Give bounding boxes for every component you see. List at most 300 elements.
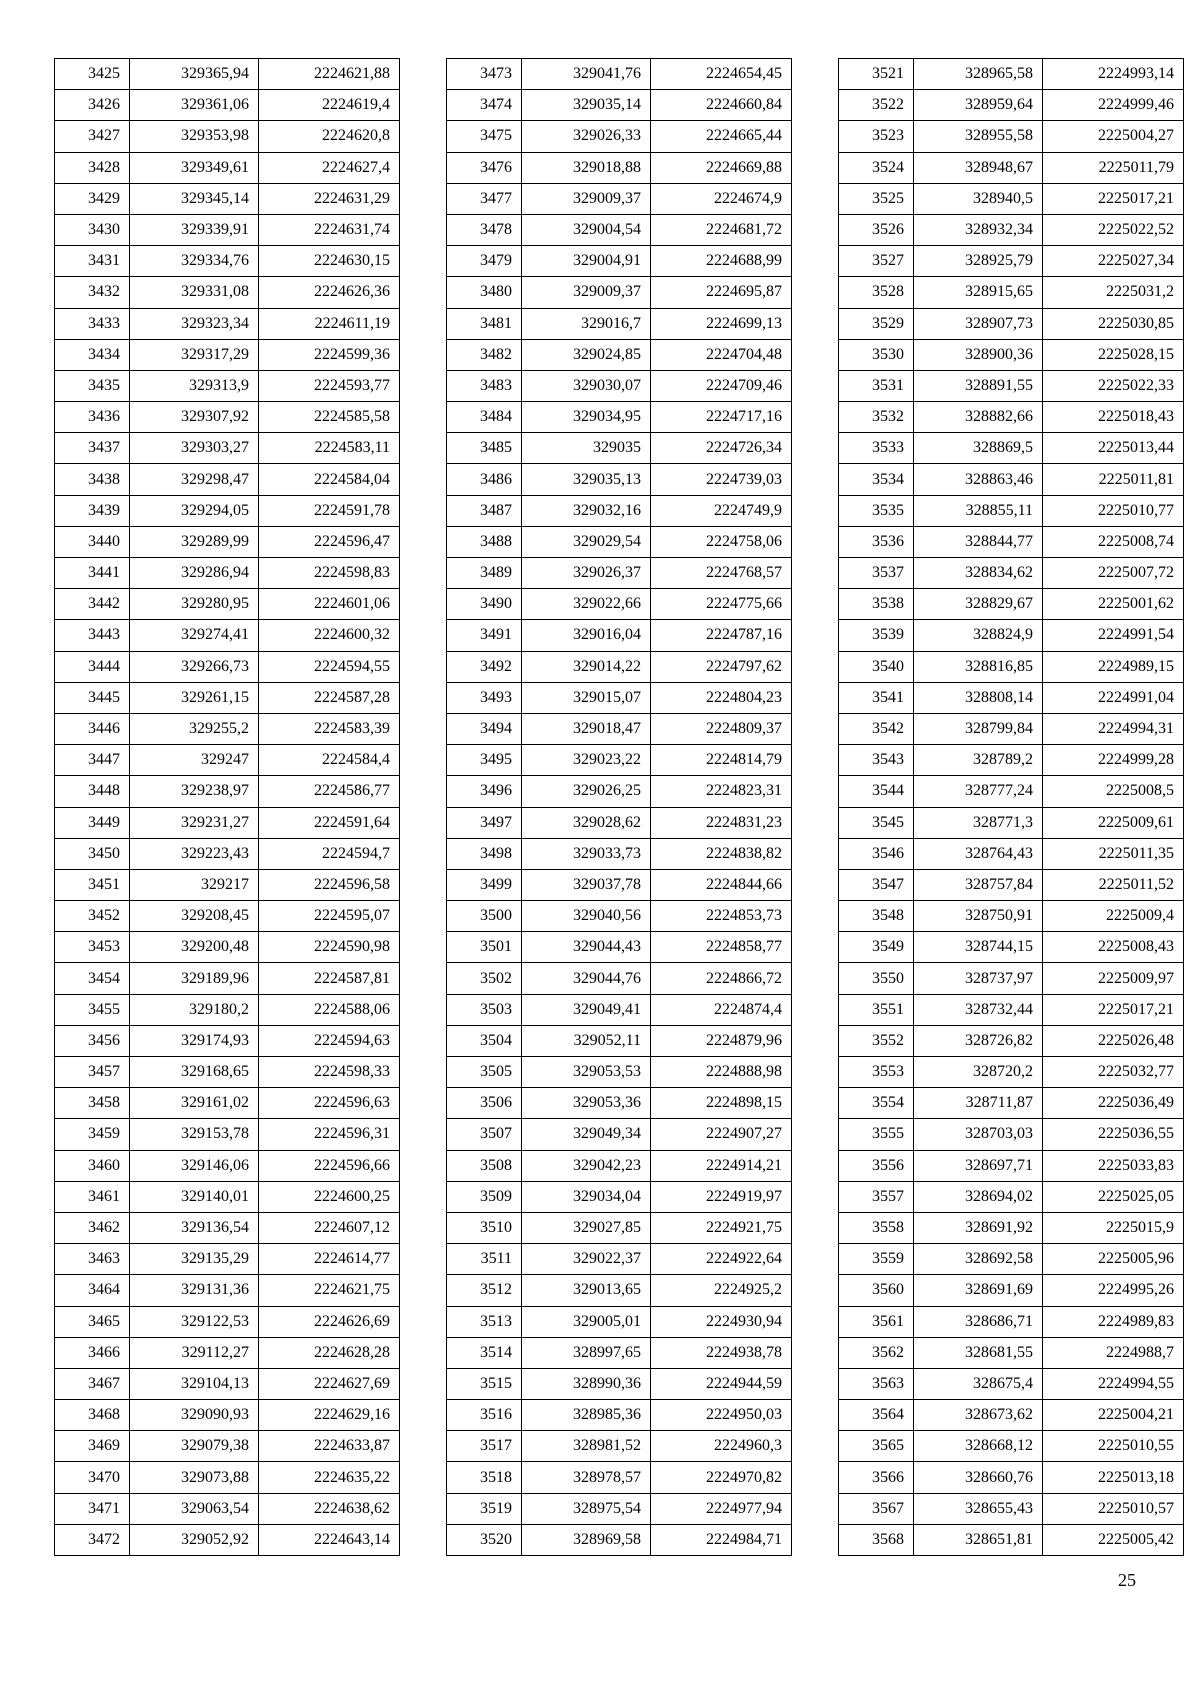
table-row: [839, 433, 1184, 464]
point-number-cell: 3504: [447, 1025, 522, 1056]
x-coordinate-cell: 328932,34: [914, 214, 1043, 245]
table-row: [839, 838, 1184, 869]
y-coordinate-cell: 2225008,43: [1043, 932, 1184, 963]
x-coordinate-cell: 328915,65: [914, 277, 1043, 308]
y-coordinate-cell: 2225005,42: [1043, 1524, 1184, 1555]
point-number-cell: 3520: [447, 1524, 522, 1555]
y-coordinate-cell: 2224853,73: [651, 901, 792, 932]
y-coordinate-cell: 2224629,16: [259, 1400, 400, 1431]
x-coordinate-cell: 329049,34: [522, 1119, 651, 1150]
x-coordinate-cell: 329009,37: [522, 183, 651, 214]
x-coordinate-cell: 329303,27: [130, 433, 259, 464]
table-row: [447, 1057, 792, 1088]
x-coordinate-cell: 329331,08: [130, 277, 259, 308]
table-row: [55, 277, 400, 308]
point-number-cell: 3429: [55, 183, 130, 214]
y-coordinate-cell: 2224600,32: [259, 620, 400, 651]
x-coordinate-cell: 329004,54: [522, 214, 651, 245]
x-coordinate-cell: 328744,15: [914, 932, 1043, 963]
x-coordinate-cell: 329037,78: [522, 869, 651, 900]
point-number-cell: 3451: [55, 869, 130, 900]
y-coordinate-cell: 2224596,47: [259, 526, 400, 557]
point-number-cell: 3541: [839, 682, 914, 713]
table-row: [839, 308, 1184, 339]
point-number-cell: 3493: [447, 682, 522, 713]
y-coordinate-cell: 2224626,36: [259, 277, 400, 308]
table-row: [55, 807, 400, 838]
y-coordinate-cell: 2224631,74: [259, 214, 400, 245]
point-number-cell: 3450: [55, 838, 130, 869]
table-row: [447, 277, 792, 308]
y-coordinate-cell: 2224596,31: [259, 1119, 400, 1150]
table-row: [447, 246, 792, 277]
table-row: [839, 59, 1184, 90]
point-number-cell: 3515: [447, 1368, 522, 1399]
point-number-cell: 3460: [55, 1150, 130, 1181]
table-row: [839, 246, 1184, 277]
y-coordinate-cell: 2225015,9: [1043, 1212, 1184, 1243]
point-number-cell: 3499: [447, 869, 522, 900]
y-coordinate-cell: 2224611,19: [259, 308, 400, 339]
point-number-cell: 3531: [839, 370, 914, 401]
table-row: [839, 1306, 1184, 1337]
point-number-cell: 3449: [55, 807, 130, 838]
point-number-cell: 3457: [55, 1057, 130, 1088]
table-row: [55, 1368, 400, 1399]
x-coordinate-cell: 328978,57: [522, 1462, 651, 1493]
x-coordinate-cell: 328824,9: [914, 620, 1043, 651]
x-coordinate-cell: 328691,69: [914, 1275, 1043, 1306]
y-coordinate-cell: 2224768,57: [651, 558, 792, 589]
table-row: [839, 1057, 1184, 1088]
point-number-cell: 3483: [447, 370, 522, 401]
x-coordinate-cell: 328925,79: [914, 246, 1043, 277]
y-coordinate-cell: 2224627,4: [259, 152, 400, 183]
table-row: [55, 1306, 400, 1337]
point-number-cell: 3509: [447, 1181, 522, 1212]
y-coordinate-cell: 2224858,77: [651, 932, 792, 963]
table-row: [839, 651, 1184, 682]
x-coordinate-cell: 328799,84: [914, 713, 1043, 744]
point-number-cell: 3544: [839, 776, 914, 807]
y-coordinate-cell: 2225009,97: [1043, 963, 1184, 994]
y-coordinate-cell: 2224925,2: [651, 1275, 792, 1306]
table-row: [55, 994, 400, 1025]
table-row: [839, 121, 1184, 152]
y-coordinate-cell: 2224587,28: [259, 682, 400, 713]
x-coordinate-cell: 329034,04: [522, 1181, 651, 1212]
x-coordinate-cell: 329026,25: [522, 776, 651, 807]
table-row: [55, 589, 400, 620]
table-row: [839, 464, 1184, 495]
x-coordinate-cell: 329345,14: [130, 183, 259, 214]
point-number-cell: 3537: [839, 558, 914, 589]
point-number-cell: 3458: [55, 1088, 130, 1119]
table-row: [447, 932, 792, 963]
y-coordinate-cell: 2225031,2: [1043, 277, 1184, 308]
table-row: [55, 1212, 400, 1243]
point-number-cell: 3556: [839, 1150, 914, 1181]
y-coordinate-cell: 2224628,28: [259, 1337, 400, 1368]
y-coordinate-cell: 2224695,87: [651, 277, 792, 308]
point-number-cell: 3489: [447, 558, 522, 589]
table-row: [839, 495, 1184, 526]
y-coordinate-cell: 2224669,88: [651, 152, 792, 183]
table-row: [839, 558, 1184, 589]
y-coordinate-cell: 2224621,88: [259, 59, 400, 90]
point-number-cell: 3560: [839, 1275, 914, 1306]
point-number-cell: 3459: [55, 1119, 130, 1150]
table-row: [839, 1524, 1184, 1555]
table-row: [55, 932, 400, 963]
point-number-cell: 3438: [55, 464, 130, 495]
table-row: [55, 713, 400, 744]
y-coordinate-cell: 2225032,77: [1043, 1057, 1184, 1088]
x-coordinate-cell: 329023,22: [522, 745, 651, 776]
table-row: [839, 963, 1184, 994]
table-row: [55, 121, 400, 152]
point-number-cell: 3525: [839, 183, 914, 214]
x-coordinate-cell: 328732,44: [914, 994, 1043, 1025]
y-coordinate-cell: 2224944,59: [651, 1368, 792, 1399]
x-coordinate-cell: 329135,29: [130, 1244, 259, 1275]
table-row: [447, 526, 792, 557]
table-row: [447, 901, 792, 932]
point-number-cell: 3487: [447, 495, 522, 526]
y-coordinate-cell: 2224587,81: [259, 963, 400, 994]
point-number-cell: 3490: [447, 589, 522, 620]
table-row: [447, 402, 792, 433]
y-coordinate-cell: 2224804,23: [651, 682, 792, 713]
x-coordinate-cell: 328686,71: [914, 1306, 1043, 1337]
x-coordinate-cell: 329255,2: [130, 713, 259, 744]
y-coordinate-cell: 2224993,14: [1043, 59, 1184, 90]
x-coordinate-cell: 328975,54: [522, 1493, 651, 1524]
point-number-cell: 3547: [839, 869, 914, 900]
x-coordinate-cell: 328834,62: [914, 558, 1043, 589]
table-row: [55, 402, 400, 433]
y-coordinate-cell: 2224866,72: [651, 963, 792, 994]
y-coordinate-cell: 2224598,33: [259, 1057, 400, 1088]
table-row: [55, 1119, 400, 1150]
y-coordinate-cell: 2225022,52: [1043, 214, 1184, 245]
y-coordinate-cell: 2225017,21: [1043, 994, 1184, 1025]
point-number-cell: 3486: [447, 464, 522, 495]
coordinates-table-2: [446, 58, 792, 1556]
table-row: [839, 1400, 1184, 1431]
point-number-cell: 3557: [839, 1181, 914, 1212]
y-coordinate-cell: 2224938,78: [651, 1337, 792, 1368]
y-coordinate-cell: 2224614,77: [259, 1244, 400, 1275]
table-row: [839, 183, 1184, 214]
table-row: [839, 339, 1184, 370]
table-row: [839, 1119, 1184, 1150]
x-coordinate-cell: 329079,38: [130, 1431, 259, 1462]
x-coordinate-cell: 329044,43: [522, 932, 651, 963]
y-coordinate-cell: 2224591,64: [259, 807, 400, 838]
table-row: [447, 745, 792, 776]
table-row: [55, 963, 400, 994]
table-row: [55, 1025, 400, 1056]
x-coordinate-cell: 329029,54: [522, 526, 651, 557]
table-row: [839, 1275, 1184, 1306]
x-coordinate-cell: 328955,58: [914, 121, 1043, 152]
table-row: [55, 59, 400, 90]
point-number-cell: 3464: [55, 1275, 130, 1306]
table-row: [447, 1493, 792, 1524]
y-coordinate-cell: 2224838,82: [651, 838, 792, 869]
table-row: [447, 589, 792, 620]
point-number-cell: 3466: [55, 1337, 130, 1368]
x-coordinate-cell: 329073,88: [130, 1462, 259, 1493]
table-row: [447, 1119, 792, 1150]
x-coordinate-cell: 329307,92: [130, 402, 259, 433]
table-row: [447, 464, 792, 495]
table-row: [839, 1025, 1184, 1056]
x-coordinate-cell: 329261,15: [130, 682, 259, 713]
table-row: [839, 1493, 1184, 1524]
point-number-cell: 3430: [55, 214, 130, 245]
x-coordinate-cell: 329052,11: [522, 1025, 651, 1056]
table-row: [55, 838, 400, 869]
y-coordinate-cell: 2225004,27: [1043, 121, 1184, 152]
point-number-cell: 3446: [55, 713, 130, 744]
x-coordinate-cell: 328907,73: [914, 308, 1043, 339]
x-coordinate-cell: 328655,43: [914, 1493, 1043, 1524]
y-coordinate-cell: 2224584,4: [259, 745, 400, 776]
table-row: [839, 1088, 1184, 1119]
y-coordinate-cell: 2224921,75: [651, 1212, 792, 1243]
table-row: [447, 152, 792, 183]
y-coordinate-cell: 2225013,18: [1043, 1462, 1184, 1493]
x-coordinate-cell: 329280,95: [130, 589, 259, 620]
y-coordinate-cell: 2224726,34: [651, 433, 792, 464]
point-number-cell: 3497: [447, 807, 522, 838]
y-coordinate-cell: 2224907,27: [651, 1119, 792, 1150]
x-coordinate-cell: 328869,5: [914, 433, 1043, 464]
y-coordinate-cell: 2224999,46: [1043, 90, 1184, 121]
x-coordinate-cell: 328750,91: [914, 901, 1043, 932]
table-row: [447, 370, 792, 401]
point-number-cell: 3559: [839, 1244, 914, 1275]
x-coordinate-cell: 329032,16: [522, 495, 651, 526]
point-number-cell: 3533: [839, 433, 914, 464]
x-coordinate-cell: 329189,96: [130, 963, 259, 994]
x-coordinate-cell: 329016,7: [522, 308, 651, 339]
point-number-cell: 3565: [839, 1431, 914, 1462]
x-coordinate-cell: 328891,55: [914, 370, 1043, 401]
point-number-cell: 3496: [447, 776, 522, 807]
x-coordinate-cell: 329353,98: [130, 121, 259, 152]
table-row: [447, 1400, 792, 1431]
point-number-cell: 3426: [55, 90, 130, 121]
y-coordinate-cell: 2225010,57: [1043, 1493, 1184, 1524]
y-coordinate-cell: 2224984,71: [651, 1524, 792, 1555]
x-coordinate-cell: 328697,71: [914, 1150, 1043, 1181]
x-coordinate-cell: 329004,91: [522, 246, 651, 277]
y-coordinate-cell: 2224594,63: [259, 1025, 400, 1056]
point-number-cell: 3480: [447, 277, 522, 308]
x-coordinate-cell: 328711,87: [914, 1088, 1043, 1119]
y-coordinate-cell: 2224709,46: [651, 370, 792, 401]
table-row: [447, 1025, 792, 1056]
x-coordinate-cell: 329104,13: [130, 1368, 259, 1399]
y-coordinate-cell: 2224607,12: [259, 1212, 400, 1243]
x-coordinate-cell: 328990,36: [522, 1368, 651, 1399]
point-number-cell: 3567: [839, 1493, 914, 1524]
x-coordinate-cell: 329035,14: [522, 90, 651, 121]
x-coordinate-cell: 329035: [522, 433, 651, 464]
point-number-cell: 3428: [55, 152, 130, 183]
point-number-cell: 3534: [839, 464, 914, 495]
x-coordinate-cell: 329026,37: [522, 558, 651, 589]
point-number-cell: 3554: [839, 1088, 914, 1119]
table-row: [447, 59, 792, 90]
x-coordinate-cell: 328981,52: [522, 1431, 651, 1462]
y-coordinate-cell: 2224988,7: [1043, 1337, 1184, 1368]
point-number-cell: 3550: [839, 963, 914, 994]
point-number-cell: 3542: [839, 713, 914, 744]
point-number-cell: 3432: [55, 277, 130, 308]
point-number-cell: 3478: [447, 214, 522, 245]
x-coordinate-cell: 328757,84: [914, 869, 1043, 900]
table-row: [447, 308, 792, 339]
point-number-cell: 3518: [447, 1462, 522, 1493]
x-coordinate-cell: 329015,07: [522, 682, 651, 713]
table-row: [447, 1212, 792, 1243]
table-row: [839, 1212, 1184, 1243]
x-coordinate-cell: 329140,01: [130, 1181, 259, 1212]
point-number-cell: 3436: [55, 402, 130, 433]
point-number-cell: 3521: [839, 59, 914, 90]
x-coordinate-cell: 329053,36: [522, 1088, 651, 1119]
point-number-cell: 3516: [447, 1400, 522, 1431]
table-row: [447, 339, 792, 370]
y-coordinate-cell: 2225007,72: [1043, 558, 1184, 589]
coordinates-table-1: [54, 58, 400, 1556]
point-number-cell: 3461: [55, 1181, 130, 1212]
x-coordinate-cell: 329028,62: [522, 807, 651, 838]
y-coordinate-cell: 2225030,85: [1043, 308, 1184, 339]
point-number-cell: 3475: [447, 121, 522, 152]
x-coordinate-cell: 329040,56: [522, 901, 651, 932]
y-coordinate-cell: 2224809,37: [651, 713, 792, 744]
y-coordinate-cell: 2224989,83: [1043, 1306, 1184, 1337]
table-row: [839, 1244, 1184, 1275]
point-number-cell: 3564: [839, 1400, 914, 1431]
y-coordinate-cell: 2224995,26: [1043, 1275, 1184, 1306]
table-row: [447, 433, 792, 464]
x-coordinate-cell: 329136,54: [130, 1212, 259, 1243]
x-coordinate-cell: 329161,02: [130, 1088, 259, 1119]
table-row: [839, 1462, 1184, 1493]
point-number-cell: 3482: [447, 339, 522, 370]
y-coordinate-cell: 2224588,06: [259, 994, 400, 1025]
x-coordinate-cell: 329049,41: [522, 994, 651, 1025]
table-row: [839, 807, 1184, 838]
point-number-cell: 3555: [839, 1119, 914, 1150]
x-coordinate-cell: 328789,2: [914, 745, 1043, 776]
y-coordinate-cell: 2224590,98: [259, 932, 400, 963]
x-coordinate-cell: 328940,5: [914, 183, 1043, 214]
table-row: [839, 277, 1184, 308]
page-number: 25: [1118, 1570, 1136, 1590]
y-coordinate-cell: 2224627,69: [259, 1368, 400, 1399]
table-row: [447, 558, 792, 589]
y-coordinate-cell: 2225011,52: [1043, 869, 1184, 900]
table-row: [55, 246, 400, 277]
y-coordinate-cell: 2224674,9: [651, 183, 792, 214]
point-number-cell: 3494: [447, 713, 522, 744]
table-row: [55, 1181, 400, 1212]
y-coordinate-cell: 2224717,16: [651, 402, 792, 433]
point-number-cell: 3513: [447, 1306, 522, 1337]
y-coordinate-cell: 2225018,43: [1043, 402, 1184, 433]
y-coordinate-cell: 2225011,35: [1043, 838, 1184, 869]
y-coordinate-cell: 2225033,83: [1043, 1150, 1184, 1181]
table-row: [447, 807, 792, 838]
point-number-cell: 3530: [839, 339, 914, 370]
table-row: [447, 776, 792, 807]
y-coordinate-cell: 2224914,21: [651, 1150, 792, 1181]
y-coordinate-cell: 2225010,55: [1043, 1431, 1184, 1462]
y-coordinate-cell: 2224758,06: [651, 526, 792, 557]
y-coordinate-cell: 2225025,05: [1043, 1181, 1184, 1212]
x-coordinate-cell: 329286,94: [130, 558, 259, 589]
point-number-cell: 3479: [447, 246, 522, 277]
point-number-cell: 3444: [55, 651, 130, 682]
table-row: [55, 183, 400, 214]
table-row: [447, 963, 792, 994]
table-row: [839, 1431, 1184, 1462]
point-number-cell: 3437: [55, 433, 130, 464]
y-coordinate-cell: 2224601,06: [259, 589, 400, 620]
y-coordinate-cell: 2224643,14: [259, 1524, 400, 1555]
y-coordinate-cell: 2225036,49: [1043, 1088, 1184, 1119]
table-row: [839, 402, 1184, 433]
point-number-cell: 3522: [839, 90, 914, 121]
point-number-cell: 3512: [447, 1275, 522, 1306]
x-coordinate-cell: 329153,78: [130, 1119, 259, 1150]
x-coordinate-cell: 328985,36: [522, 1400, 651, 1431]
y-coordinate-cell: 2225008,5: [1043, 776, 1184, 807]
point-number-cell: 3484: [447, 402, 522, 433]
x-coordinate-cell: 329014,22: [522, 651, 651, 682]
y-coordinate-cell: 2224699,13: [651, 308, 792, 339]
x-coordinate-cell: 329034,95: [522, 402, 651, 433]
y-coordinate-cell: 2224994,55: [1043, 1368, 1184, 1399]
x-coordinate-cell: 329018,88: [522, 152, 651, 183]
x-coordinate-cell: 329042,23: [522, 1150, 651, 1181]
x-coordinate-cell: 329174,93: [130, 1025, 259, 1056]
table-row: [447, 1368, 792, 1399]
table-row: [55, 1400, 400, 1431]
table-row: [55, 1057, 400, 1088]
x-coordinate-cell: 328816,85: [914, 651, 1043, 682]
table-row: [447, 1431, 792, 1462]
table-row: [447, 1275, 792, 1306]
point-number-cell: 3551: [839, 994, 914, 1025]
table-row: [447, 1524, 792, 1555]
point-number-cell: 3467: [55, 1368, 130, 1399]
x-coordinate-cell: 328660,76: [914, 1462, 1043, 1493]
x-coordinate-cell: 329041,76: [522, 59, 651, 90]
y-coordinate-cell: 2224583,11: [259, 433, 400, 464]
point-number-cell: 3434: [55, 339, 130, 370]
point-number-cell: 3540: [839, 651, 914, 682]
table-row: [839, 90, 1184, 121]
point-number-cell: 3470: [55, 1462, 130, 1493]
